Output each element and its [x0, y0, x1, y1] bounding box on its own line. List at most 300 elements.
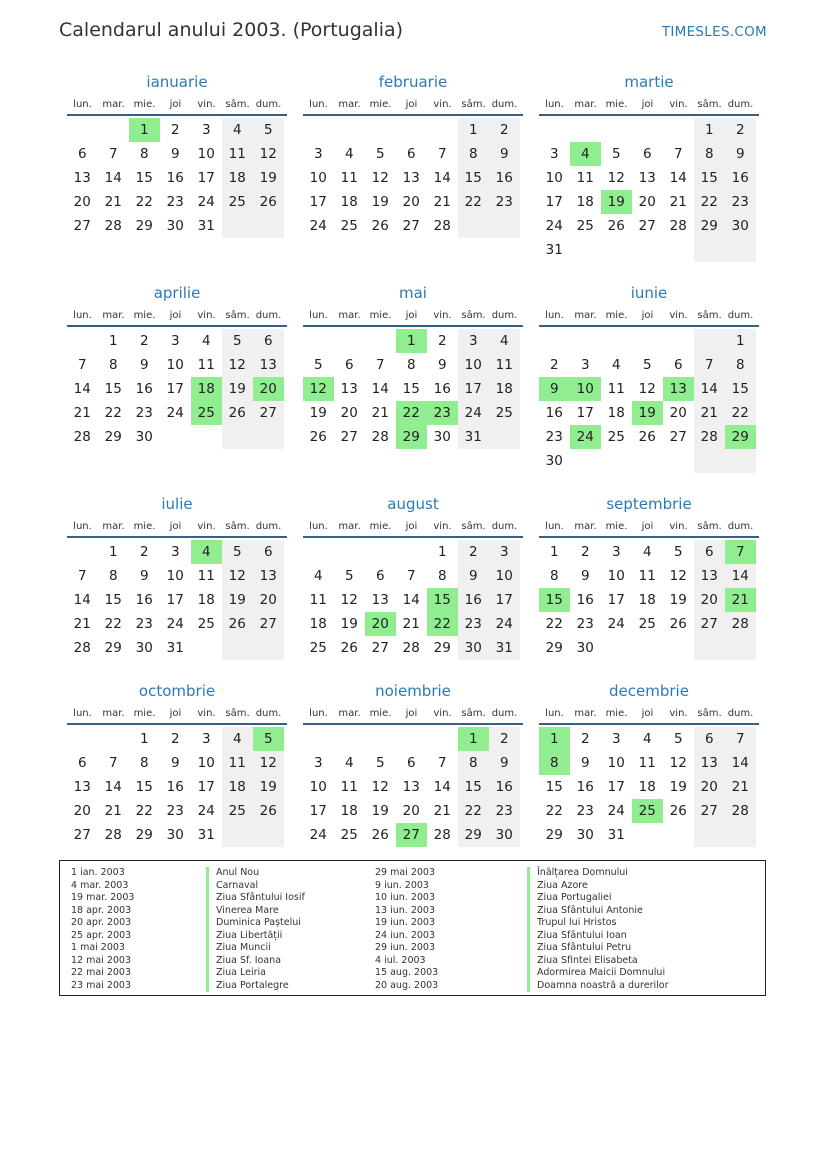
day-cell: 5 [673, 731, 683, 747]
empty-cell [98, 118, 129, 142]
day-cell: 21 [669, 194, 687, 210]
day-cell: 3 [611, 731, 621, 747]
day-cell: 29 [433, 640, 451, 656]
weekday-header [67, 518, 287, 538]
day-cell: 1 [108, 544, 118, 560]
weekday-label: mie. [133, 310, 156, 321]
empty-cell [725, 238, 756, 262]
holiday-day-cell: 27 [396, 823, 427, 847]
day-cell: 16 [166, 779, 184, 795]
holiday-day-cell: 1 [458, 727, 489, 751]
day-cell: 13 [638, 170, 656, 186]
day-cell: 25 [576, 218, 594, 234]
day-cell: 21 [104, 194, 122, 210]
weekday-label: lun. [309, 708, 328, 719]
day-cell: 29 [545, 640, 563, 656]
holiday-date: 22 mai 2003 [71, 967, 132, 978]
day-cell: 22 [545, 616, 563, 632]
day-cell: 16 [458, 588, 489, 612]
day-cell: 26 [253, 190, 284, 214]
day-cell: 4 [642, 544, 652, 560]
day-cell: 4 [344, 755, 354, 771]
empty-cell [489, 214, 520, 238]
holiday-name: Ziua Sfântului Antonie [527, 905, 668, 918]
holiday-day-cell: 25 [191, 401, 222, 425]
empty-cell [539, 118, 570, 142]
weekday-label: mar. [574, 99, 597, 110]
day-cell: 5 [375, 146, 385, 162]
holiday-date: 19 mar. 2003 [71, 892, 135, 903]
weekday-label: dum. [255, 521, 282, 532]
day-cell: 1 [549, 544, 559, 560]
day-cell: 16 [545, 405, 563, 421]
brand-link[interactable]: TIMESLES.COM [661, 24, 767, 40]
holiday-name: Carnaval [206, 880, 305, 893]
empty-cell [458, 214, 489, 238]
day-cell: 3 [201, 731, 211, 747]
day-cell: 20 [402, 194, 420, 210]
day-cell: 3 [170, 333, 180, 349]
day-cell: 23 [489, 799, 520, 823]
empty-cell [253, 823, 284, 847]
day-cell: 13 [371, 592, 389, 608]
holiday-date: 15 aug. 2003 [375, 967, 439, 978]
empty-cell [396, 118, 427, 142]
day-cell: 9 [139, 568, 149, 584]
holiday-date: 25 apr. 2003 [71, 929, 132, 941]
day-cell: 30 [725, 214, 756, 238]
day-cell: 25 [340, 827, 358, 843]
weekday-label: dum. [491, 310, 518, 321]
day-cell: 31 [166, 640, 184, 656]
day-cell: 20 [253, 588, 284, 612]
day-grid [67, 727, 287, 847]
weekday-label: vin. [197, 99, 216, 110]
day-cell: 29 [545, 827, 563, 843]
day-cell: 23 [166, 194, 184, 210]
weekday-label: dum. [727, 99, 754, 110]
holiday-day-cell: 7 [725, 540, 756, 564]
day-cell: 15 [135, 170, 153, 186]
day-cell: 19 [340, 616, 358, 632]
day-cell: 24 [166, 616, 184, 632]
empty-cell [663, 118, 694, 142]
day-cell: 10 [545, 170, 563, 186]
day-cell: 11 [340, 779, 358, 795]
empty-cell [222, 214, 253, 238]
day-cell: 14 [402, 592, 420, 608]
day-cell: 25 [340, 218, 358, 234]
holiday-name: Ziua Muncii [206, 942, 305, 955]
empty-cell [570, 118, 601, 142]
weekday-header [67, 307, 287, 327]
day-cell: 26 [371, 827, 389, 843]
day-cell: 17 [166, 592, 184, 608]
day-cell: 24 [607, 616, 625, 632]
day-cell: 20 [340, 405, 358, 421]
day-cell: 19 [253, 166, 284, 190]
day-cell: 19 [222, 377, 253, 401]
day-cell: 8 [108, 568, 118, 584]
page-title: Calendarul anului 2003. (Portugalia) [59, 19, 404, 41]
day-cell: 11 [489, 353, 520, 377]
day-cell: 8 [458, 751, 489, 775]
day-cell: 17 [607, 779, 625, 795]
day-cell: 2 [458, 540, 489, 564]
month-title: august [387, 495, 439, 513]
month-title: septembrie [606, 495, 692, 513]
holiday-name: Înălțarea Domnului [527, 867, 668, 880]
day-cell: 5 [642, 357, 652, 373]
holiday-name: Ziua Sf. Ioana [206, 955, 305, 968]
weekday-label: sâm. [225, 521, 250, 532]
day-cell: 5 [611, 146, 621, 162]
holiday-date: 18 apr. 2003 [71, 904, 132, 916]
empty-cell [539, 329, 570, 353]
holiday-day-cell: 1 [539, 727, 570, 751]
day-cell: 18 [222, 166, 253, 190]
weekday-label: vin. [197, 310, 216, 321]
day-cell: 1 [437, 544, 447, 560]
day-cell: 11 [222, 142, 253, 166]
empty-cell [632, 118, 663, 142]
empty-cell [694, 238, 725, 262]
weekday-label: mie. [133, 708, 156, 719]
holiday-date: 12 mai 2003 [71, 954, 132, 966]
month-title: iulie [161, 495, 193, 513]
day-cell: 16 [135, 381, 153, 397]
day-cell: 25 [607, 429, 625, 445]
day-cell: 12 [340, 592, 358, 608]
weekday-label: sâm. [697, 310, 722, 321]
day-cell: 2 [170, 731, 180, 747]
empty-cell [570, 238, 601, 262]
holiday-name: Vinerea Mare [206, 905, 305, 918]
day-cell: 1 [108, 333, 118, 349]
holiday-name: Trupul lui Hristos [527, 917, 668, 930]
weekday-header [539, 307, 759, 327]
day-cell: 9 [139, 357, 149, 373]
day-cell: 5 [375, 755, 385, 771]
holiday-day-cell: 20 [253, 377, 284, 401]
day-cell: 1 [725, 329, 756, 353]
empty-cell [632, 636, 663, 660]
day-cell: 9 [489, 142, 520, 166]
day-cell: 22 [725, 401, 756, 425]
day-cell: 2 [170, 122, 180, 138]
month-title: martie [624, 73, 674, 91]
day-cell: 14 [371, 381, 389, 397]
day-cell: 28 [725, 612, 756, 636]
day-cell: 14 [694, 377, 725, 401]
weekday-label: joi [169, 99, 182, 110]
day-cell: 1 [694, 118, 725, 142]
empty-cell [334, 540, 365, 564]
weekday-label: mie. [133, 99, 156, 110]
day-cell: 24 [458, 401, 489, 425]
holiday-name: Ziua Portugaliei [527, 892, 668, 905]
empty-cell [725, 636, 756, 660]
day-cell: 30 [166, 218, 184, 234]
day-cell: 23 [166, 803, 184, 819]
day-cell: 30 [576, 827, 594, 843]
day-cell: 20 [73, 194, 91, 210]
empty-cell [632, 823, 663, 847]
day-cell: 7 [725, 727, 756, 751]
holiday-day-cell: 4 [191, 540, 222, 564]
day-cell: 16 [576, 779, 594, 795]
day-cell: 24 [197, 803, 215, 819]
weekday-label: mie. [369, 708, 392, 719]
day-cell: 22 [104, 616, 122, 632]
day-cell: 14 [104, 170, 122, 186]
weekday-label: mar. [102, 99, 125, 110]
day-grid [67, 329, 287, 449]
day-cell: 10 [166, 357, 184, 373]
day-cell: 18 [340, 803, 358, 819]
holiday-date: 1 ian. 2003 [71, 867, 125, 878]
day-cell: 14 [433, 170, 451, 186]
day-grid [303, 329, 523, 449]
weekday-label: dum. [491, 708, 518, 719]
weekday-label: sâm. [461, 708, 486, 719]
day-cell: 29 [135, 218, 153, 234]
weekday-label: dum. [255, 708, 282, 719]
day-cell: 24 [545, 218, 563, 234]
empty-cell [694, 636, 725, 660]
day-cell: 27 [694, 799, 725, 823]
holiday-name: Adormirea Maicii Domnului [527, 967, 668, 980]
holiday-day-cell: 15 [427, 588, 458, 612]
day-cell: 13 [253, 564, 284, 588]
day-cell: 16 [135, 592, 153, 608]
day-cell: 19 [669, 592, 687, 608]
holiday-name: Ziua Sfântului Iosif [206, 892, 305, 905]
empty-cell [427, 118, 458, 142]
empty-cell [663, 238, 694, 262]
day-cell: 28 [694, 425, 725, 449]
day-cell: 26 [669, 803, 687, 819]
day-cell: 12 [253, 751, 284, 775]
day-cell: 9 [580, 755, 590, 771]
weekday-label: mie. [605, 708, 628, 719]
holiday-day-cell: 9 [539, 377, 570, 401]
day-cell: 20 [73, 803, 91, 819]
weekday-label: joi [641, 708, 654, 719]
weekday-label: sâm. [697, 99, 722, 110]
day-cell: 13 [694, 564, 725, 588]
holiday-names-right [527, 867, 668, 992]
day-grid [67, 118, 287, 238]
day-cell: 25 [222, 190, 253, 214]
day-cell: 24 [309, 827, 327, 843]
day-cell: 22 [104, 405, 122, 421]
day-cell: 7 [694, 353, 725, 377]
weekday-label: dum. [727, 521, 754, 532]
day-cell: 3 [313, 755, 323, 771]
day-cell: 11 [309, 592, 327, 608]
day-cell: 20 [694, 775, 725, 799]
day-cell: 12 [371, 779, 389, 795]
day-cell: 10 [309, 170, 327, 186]
holiday-name: Ziua Libertății [206, 930, 305, 943]
day-cell: 5 [222, 329, 253, 353]
day-cell: 20 [694, 588, 725, 612]
day-cell: 7 [108, 755, 118, 771]
holiday-date: 20 aug. 2003 [375, 979, 439, 991]
weekday-label: mie. [605, 99, 628, 110]
weekday-label: mar. [338, 521, 361, 532]
day-cell: 25 [309, 640, 327, 656]
day-cell: 24 [607, 803, 625, 819]
weekday-label: sâm. [697, 521, 722, 532]
day-cell: 2 [139, 333, 149, 349]
day-cell: 11 [340, 170, 358, 186]
day-cell: 27 [694, 612, 725, 636]
day-cell: 3 [458, 329, 489, 353]
weekday-label: mar. [574, 310, 597, 321]
empty-cell [253, 636, 284, 660]
day-grid [539, 727, 759, 847]
weekday-label: vin. [669, 708, 688, 719]
day-grid [67, 540, 287, 660]
day-cell: 18 [197, 592, 215, 608]
day-cell: 11 [638, 568, 656, 584]
day-cell: 7 [673, 146, 683, 162]
weekday-label: vin. [433, 521, 452, 532]
day-cell: 28 [669, 218, 687, 234]
day-cell: 6 [253, 329, 284, 353]
day-cell: 2 [580, 731, 590, 747]
day-cell: 15 [458, 166, 489, 190]
weekday-label: sâm. [225, 310, 250, 321]
day-cell: 13 [402, 779, 420, 795]
empty-cell [253, 425, 284, 449]
holiday-name: Ziua Sfântului Petru [527, 942, 668, 955]
day-cell: 3 [580, 357, 590, 373]
holiday-date: 29 iun. 2003 [375, 942, 436, 953]
holiday-date: 4 mar. 2003 [71, 879, 129, 891]
day-cell: 6 [77, 755, 87, 771]
day-cell: 5 [313, 357, 323, 373]
empty-cell [601, 329, 632, 353]
day-cell: 2 [580, 544, 590, 560]
day-cell: 13 [73, 170, 91, 186]
holiday-names-left [206, 867, 305, 992]
empty-cell [222, 823, 253, 847]
day-cell: 10 [309, 779, 327, 795]
weekday-header [67, 705, 287, 725]
day-cell: 6 [694, 540, 725, 564]
day-cell: 3 [489, 540, 520, 564]
weekday-header [303, 307, 523, 327]
day-cell: 15 [402, 381, 420, 397]
day-cell: 29 [104, 429, 122, 445]
day-cell: 18 [638, 592, 656, 608]
day-cell: 30 [433, 429, 451, 445]
day-cell: 28 [433, 218, 451, 234]
weekday-label: sâm. [461, 521, 486, 532]
weekday-label: lun. [309, 310, 328, 321]
weekday-label: mie. [369, 99, 392, 110]
day-cell: 28 [371, 429, 389, 445]
day-cell: 31 [458, 425, 489, 449]
day-cell: 11 [638, 755, 656, 771]
day-cell: 26 [340, 640, 358, 656]
day-grid [539, 118, 759, 262]
day-cell: 24 [166, 405, 184, 421]
day-cell: 9 [437, 357, 447, 373]
day-cell: 5 [344, 568, 354, 584]
day-cell: 23 [576, 803, 594, 819]
day-cell: 26 [222, 401, 253, 425]
day-cell: 13 [340, 381, 358, 397]
day-cell: 31 [197, 218, 215, 234]
holiday-name: Duminica Paștelui [206, 917, 305, 930]
empty-cell [334, 329, 365, 353]
empty-cell [601, 449, 632, 473]
weekday-label: vin. [197, 708, 216, 719]
day-cell: 9 [489, 751, 520, 775]
day-cell: 23 [576, 616, 594, 632]
day-cell: 12 [669, 755, 687, 771]
holiday-day-cell: 29 [396, 425, 427, 449]
day-cell: 30 [576, 640, 594, 656]
holiday-day-cell: 25 [632, 799, 663, 823]
day-cell: 24 [489, 612, 520, 636]
weekday-label: vin. [433, 708, 452, 719]
weekday-label: lun. [73, 310, 92, 321]
day-cell: 27 [638, 218, 656, 234]
empty-cell [427, 727, 458, 751]
empty-cell [160, 425, 191, 449]
day-cell: 16 [489, 775, 520, 799]
weekday-label: lun. [73, 99, 92, 110]
day-cell: 4 [489, 329, 520, 353]
holiday-day-cell: 22 [396, 401, 427, 425]
day-cell: 7 [77, 357, 87, 373]
day-cell: 2 [725, 118, 756, 142]
day-cell: 30 [458, 636, 489, 660]
day-cell: 8 [725, 353, 756, 377]
day-cell: 23 [135, 405, 153, 421]
day-grid [539, 540, 759, 660]
day-cell: 26 [309, 429, 327, 445]
day-cell: 23 [545, 429, 563, 445]
day-cell: 15 [104, 381, 122, 397]
day-cell: 10 [607, 568, 625, 584]
weekday-label: lun. [309, 99, 328, 110]
empty-cell [489, 425, 520, 449]
day-cell: 16 [489, 166, 520, 190]
empty-cell [67, 329, 98, 353]
weekday-label: mar. [338, 99, 361, 110]
day-cell: 3 [170, 544, 180, 560]
weekday-label: dum. [491, 521, 518, 532]
weekday-label: sâm. [461, 99, 486, 110]
day-cell: 19 [253, 775, 284, 799]
day-cell: 18 [340, 194, 358, 210]
holiday-day-cell: 10 [570, 377, 601, 401]
day-cell: 6 [406, 146, 416, 162]
day-cell: 26 [669, 616, 687, 632]
empty-cell [303, 727, 334, 751]
empty-cell [663, 636, 694, 660]
day-cell: 28 [433, 827, 451, 843]
day-cell: 10 [489, 564, 520, 588]
day-cell: 14 [725, 564, 756, 588]
day-cell: 30 [135, 429, 153, 445]
